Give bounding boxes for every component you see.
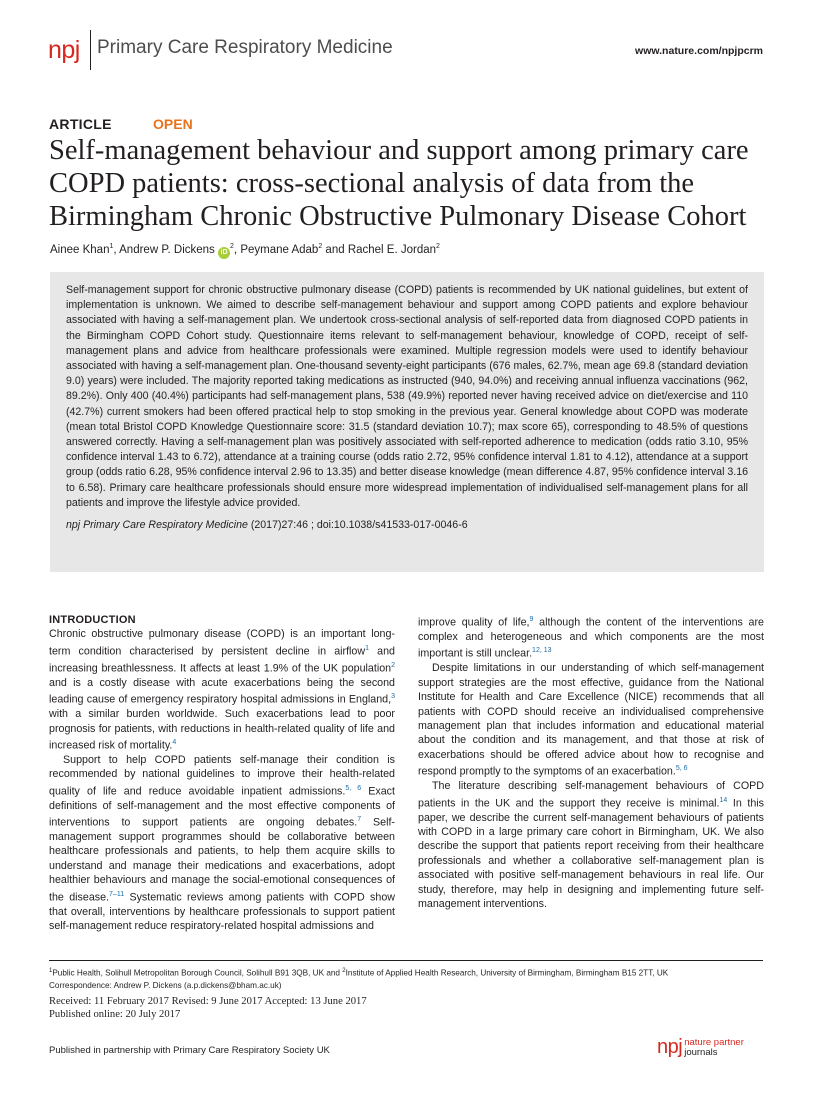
npj-logo[interactable]: npj <box>48 36 80 64</box>
article-type-label: ARTICLE <box>49 116 112 132</box>
footnote-divider <box>49 960 763 961</box>
paragraph <box>418 779 764 911</box>
section-heading-introduction: INTRODUCTION <box>49 614 136 626</box>
affiliation-marker: 2 <box>318 243 323 250</box>
received-dates: Received: 11 February 2017 Revised: 9 June 2017 Accepted: 13 June 2017 <box>49 996 367 1007</box>
body-column-right <box>418 613 764 911</box>
text: Systematic reviews among patients with COPD show that overall, interventions by healthcare professionals to support patient self-management reduce respiratory-related hospital admissions and <box>49 891 395 933</box>
author-name[interactable]: Andrew P. Dickens <box>119 243 215 256</box>
author-list <box>50 243 440 259</box>
partner-text <box>684 1038 744 1058</box>
affiliations <box>49 965 769 992</box>
history-dates <box>49 995 367 1021</box>
affiliation-marker: 2 <box>342 968 346 974</box>
journal-name[interactable]: Primary Care Respiratory Medicine <box>97 37 393 58</box>
reference-link[interactable]: 14 <box>719 796 728 804</box>
text: improve quality of life, <box>418 616 530 629</box>
reference-link[interactable]: 1 <box>365 644 369 652</box>
text: Institute of Applied Health Research, University of Birmingham, Birmingham B15 2TT, UK <box>345 968 669 978</box>
text: with a similar burden worldwide. Such exacerbations lead to poor prognosis for patients, with reductions in health-related quality of life and increased risk of mortality. <box>49 708 395 752</box>
nature-partner-journals-logo[interactable] <box>657 1036 744 1059</box>
reference-link[interactable]: 7–11 <box>109 890 125 898</box>
affiliation-marker: 2 <box>230 243 234 250</box>
author-name[interactable]: Ainee Khan <box>50 243 110 256</box>
author-name[interactable]: Peymane Adab <box>240 243 319 256</box>
published-date: Published online: 20 July 2017 <box>49 1009 181 1020</box>
paragraph <box>49 627 395 753</box>
text: Self-management support programmes should be collaborative between healthcare professionals and patients, to help them acquire skills to understand and manage their medications and exacerbations, adopt healthier behaviours and manage the social-emotional consequences of the disease. <box>49 816 395 904</box>
partner-line: journals <box>684 1047 718 1058</box>
header-divider <box>90 30 91 70</box>
text: although the content of the interventions are complex and heterogeneous and which components are the most important is still unclear. <box>418 616 765 660</box>
body-column-left <box>49 613 395 933</box>
reference-link[interactable]: 3 <box>391 693 395 701</box>
reference-link[interactable]: 5, 6 <box>345 784 362 792</box>
article-title: Self-management behaviour and support among primary care COPD patients: cross-sectional analysis of data from the Birmingham Chronic Obstructive Pulmonary Disease Cohort <box>49 135 749 232</box>
npj-logo: npj <box>657 1036 683 1058</box>
affiliation-line <box>49 965 769 980</box>
affiliation-marker: 1 <box>109 243 114 250</box>
paragraph <box>49 753 395 934</box>
reference-link[interactable]: 5, 6 <box>675 765 688 773</box>
reference-link[interactable]: 2 <box>391 661 395 669</box>
reference-link[interactable]: 9 <box>529 616 534 623</box>
reference-link[interactable]: 12, 13 <box>532 647 552 655</box>
separator: , <box>233 243 241 256</box>
citation-line <box>66 518 748 533</box>
paragraph <box>418 613 764 661</box>
text: Chronic obstructive pulmonary disease (COPD) is an important long-term condition characterised by persistent decline in airflow <box>49 628 395 658</box>
reference-link[interactable]: 7 <box>357 816 362 824</box>
citation-details[interactable]: (2017)27:46 ; doi:10.1038/s41533-017-0046-6 <box>247 519 468 532</box>
journal-url-link[interactable]: www.nature.com/npjpcrm <box>635 45 763 57</box>
open-access-badge: OPEN <box>153 116 193 132</box>
text: Public Health, Solihull Metropolitan Borough Council, Solihull B91 3QB, UK and <box>52 968 343 978</box>
paragraph <box>418 661 764 779</box>
partnership-note: Published in partnership with Primary Care Respiratory Society UK <box>49 1045 330 1056</box>
text: In this paper, we describe the current self-management behaviours of patients with COPD in a large primary care cohort in Birmingham, UK. We also describe the support that patients report receiving from their healthcare professionals and whether a collaborative self-management plan is associated with positive self-management behaviours in real life. Our study, therefore, may help in designing and implementing future self-management interventions. <box>418 797 764 910</box>
text: Despite limitations in our understanding of which self-management support strategies are the most effective, guidance from the National Institute for Health and Care Excellence (NICE) recommends that all patients with COPD should receive an individualised comprehensive management plan that includes information and educational material about the condition and its management, and that those at risk of exacerbations should be offered advice about how to recognise and respond promptly to the symptoms of an exacerbation. <box>418 662 764 778</box>
citation-journal: npj Primary Care Respiratory Medicine <box>66 519 248 532</box>
orcid-icon[interactable]: iD <box>218 247 230 259</box>
separator: , <box>113 243 120 256</box>
text: The literature describing self-management behaviours of COPD patients in the UK and the support they receive is minimal. <box>418 780 764 810</box>
text: and is a costly disease with acute exacerbations being the second leading cause of emergency respiratory hospital admissions in England, <box>49 676 395 706</box>
text: Exact definitions of self-management and the most effective components of interventions to support patients are ongoing debates. <box>49 785 395 829</box>
correspondence-line[interactable]: Correspondence: Andrew P. Dickens (a.p.dickens@bham.ac.uk) <box>49 980 282 990</box>
author-name[interactable]: Rachel E. Jordan <box>347 243 437 256</box>
affiliation-marker: 1 <box>49 968 53 974</box>
affiliation-marker: 2 <box>436 243 440 250</box>
abstract-text: Self-management support for chronic obstructive pulmonary disease (COPD) patients is recommended by UK national guidelines, but extent of implementation is unknown. We aimed to describe self-management behaviour and support among COPD patients and explore behaviour associated with having a self-management plan. We undertook cross-sectional analysis of self-reported data from diagnosed COPD patients in the Birmingham COPD Cohort study. Questionnaire items relevant to self-management behaviour, knowledge of COPD, receipt of self-management plans and advice from healthcare professionals were examined. Multiple regression models were used to identify behaviour associated with having a self-management plan. One-thousand seventy-eight participants (676 males, 62.7%, mean age 69.8 (standard deviation 9.0) years) were included. The majority reported taking medications as instructed (940, 94.0%) and receiving annual influenza vaccinations (962, 89.2%). Only 400 (40.4%) participants had self-management plans, 538 (49.9%) reported never having received advice on diet/exercise and 110 (42.7%) current smokers had been offered practical help to stop smoking in the previous year. General knowledge about COPD was moderate (mean total Bristol COPD Knowledge Questionnaire score: 31.5 (standard deviation 10.7); max score 65), corresponding to 48.5% of questions answered correctly. Having a self-management plan was positively associated with self-reported adherence to medication (odds ratio 3.10, 95% confidence interval 1.43 to 6.72), attendance at a training course (odds ratio 2.72, 95% confidence interval 1.81 to 4.12), attendance at a support group (odds ratio 6.28, 95% confidence interval 2.96 to 13.35) and better disease knowledge (mean difference 4.87, 95% confidence interval 3.16 to 6.58). Primary care healthcare professionals should ensure more widespread implementation of individualised self-management plans for all patients and improve the lifestyle advice provided. <box>66 284 748 509</box>
abstract-box <box>50 272 764 572</box>
text: Support to help COPD patients self-manage their condition is recommended by national guidelines to improve their health-related quality of life and reduce avoidable inpatient admissions. <box>49 753 395 798</box>
separator: and <box>322 243 348 256</box>
partner-line: nature partner <box>684 1037 744 1048</box>
text: and increasing breathlessness. It affects at least 1.9% of the UK population <box>49 645 395 675</box>
reference-link[interactable]: 4 <box>172 738 177 746</box>
